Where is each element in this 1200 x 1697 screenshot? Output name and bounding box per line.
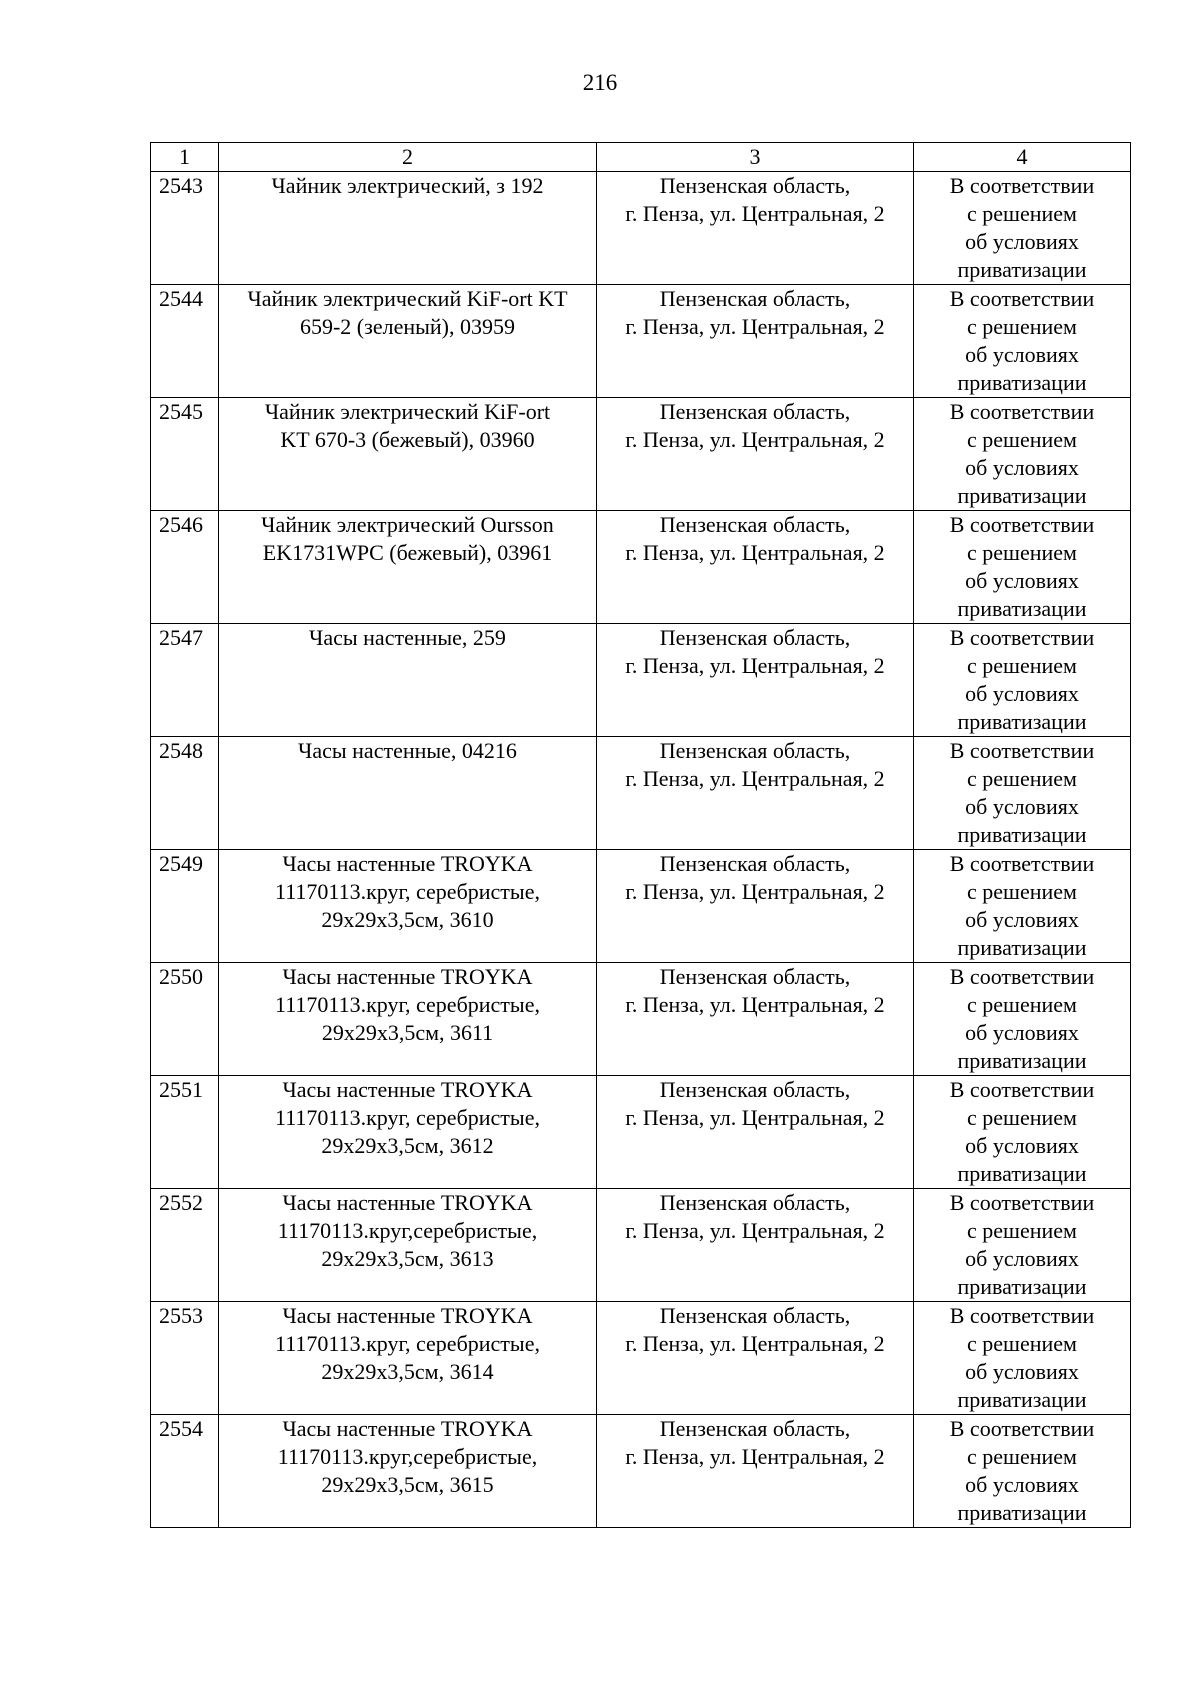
basis-line: В соответствии bbox=[949, 1190, 1095, 1215]
header-cell-2: 2 bbox=[219, 143, 597, 172]
item-name-line: EK1731WPC (бежевый), 03961 bbox=[262, 540, 553, 565]
address-line: г. Пенза, ул. Центральная, 2 bbox=[625, 314, 885, 339]
item-name-line: Часы настенные TROYKA bbox=[282, 1416, 533, 1441]
basis-line: приватизации bbox=[957, 1048, 1087, 1073]
basis-line: об условиях bbox=[965, 681, 1079, 706]
row-number-cell bbox=[151, 285, 219, 398]
row-number: 2543 bbox=[159, 173, 203, 198]
address-cell bbox=[597, 172, 914, 285]
header-cell-3: 3 bbox=[597, 143, 914, 172]
row-number: 2550 bbox=[159, 964, 203, 989]
item-name-line: 29x29x3,5см, 3611 bbox=[321, 1020, 494, 1045]
basis-line: В соответствии bbox=[949, 964, 1095, 989]
basis-cell bbox=[914, 963, 1131, 1076]
row-number: 2547 bbox=[159, 625, 203, 650]
item-name-cell bbox=[219, 963, 597, 1076]
item-name-line: 11170113.круг, серебристые, bbox=[275, 879, 540, 904]
address-line: Пензенская область, bbox=[659, 1190, 851, 1215]
address-line: Пензенская область, bbox=[659, 512, 851, 537]
address-line: г. Пенза, ул. Центральная, 2 bbox=[625, 201, 885, 226]
item-name-line: Часы настенные TROYKA bbox=[282, 851, 533, 876]
basis-line: В соответствии bbox=[949, 1303, 1095, 1328]
table-row bbox=[151, 1076, 1131, 1189]
basis-line: с решением bbox=[967, 992, 1077, 1017]
row-number: 2549 bbox=[159, 851, 203, 876]
table-row bbox=[151, 398, 1131, 511]
table-row bbox=[151, 624, 1131, 737]
row-number-cell bbox=[151, 1189, 219, 1302]
address-line: Пензенская область, bbox=[659, 964, 851, 989]
basis-line: с решением bbox=[967, 540, 1077, 565]
basis-line: об условиях bbox=[965, 794, 1079, 819]
address-cell bbox=[597, 737, 914, 850]
row-number: 2552 bbox=[159, 1190, 203, 1215]
address-line: г. Пенза, ул. Центральная, 2 bbox=[625, 992, 885, 1017]
basis-line: об условиях bbox=[965, 1246, 1079, 1271]
item-name-line: Чайник электрический KiF-ort bbox=[264, 399, 551, 424]
address-line: г. Пенза, ул. Центральная, 2 bbox=[625, 879, 885, 904]
table-row bbox=[151, 737, 1131, 850]
basis-line: с решением bbox=[967, 766, 1077, 791]
row-number-cell bbox=[151, 511, 219, 624]
address-cell bbox=[597, 285, 914, 398]
address-cell bbox=[597, 1189, 914, 1302]
basis-line: с решением bbox=[967, 1105, 1077, 1130]
basis-cell bbox=[914, 1415, 1131, 1528]
item-name-line: 659-2 (зеленый), 03959 bbox=[299, 314, 515, 339]
address-line: Пензенская область, bbox=[659, 173, 851, 198]
row-number: 2548 bbox=[159, 738, 203, 763]
address-cell bbox=[597, 850, 914, 963]
basis-line: В соответствии bbox=[949, 625, 1095, 650]
row-number: 2553 bbox=[159, 1303, 203, 1328]
item-name-cell bbox=[219, 850, 597, 963]
basis-line: В соответствии bbox=[949, 286, 1095, 311]
row-number-cell bbox=[151, 1076, 219, 1189]
basis-line: с решением bbox=[967, 879, 1077, 904]
item-name-line: Часы настенные, 259 bbox=[309, 625, 506, 650]
item-name-line: Часы настенные TROYKA bbox=[282, 964, 533, 989]
basis-line: приватизации bbox=[957, 257, 1087, 282]
item-name-line: 11170113.круг, серебристые, bbox=[275, 1105, 540, 1130]
item-name-line: 29x29x3,5см, 3610 bbox=[321, 907, 494, 932]
table-header-row bbox=[151, 143, 1131, 172]
address-line: г. Пенза, ул. Центральная, 2 bbox=[625, 1444, 885, 1469]
row-number: 2544 bbox=[159, 286, 203, 311]
item-name-line: Часы настенные, 04216 bbox=[298, 738, 517, 763]
item-name-line: 11170113.круг, серебристые, bbox=[275, 1331, 540, 1356]
item-name-line: 11170113.круг, серебристые, bbox=[275, 992, 540, 1017]
item-name-cell bbox=[219, 624, 597, 737]
address-cell bbox=[597, 511, 914, 624]
basis-line: В соответствии bbox=[949, 1077, 1095, 1102]
item-name-line: 29x29x3,5см, 3613 bbox=[321, 1246, 494, 1271]
item-name-line: Чайник электрический, з 192 bbox=[271, 173, 544, 198]
item-name-line: 29x29x3,5см, 3612 bbox=[321, 1133, 494, 1158]
basis-line: В соответствии bbox=[949, 1416, 1095, 1441]
row-number-cell bbox=[151, 398, 219, 511]
address-line: г. Пенза, ул. Центральная, 2 bbox=[625, 427, 885, 452]
basis-line: с решением bbox=[967, 427, 1077, 452]
table-body bbox=[151, 143, 1131, 1528]
property-table bbox=[150, 142, 1131, 1528]
basis-line: об условиях bbox=[965, 1020, 1079, 1045]
table-row bbox=[151, 172, 1131, 285]
address-line: г. Пенза, ул. Центральная, 2 bbox=[625, 540, 885, 565]
basis-line: об условиях bbox=[965, 342, 1079, 367]
basis-cell bbox=[914, 737, 1131, 850]
basis-cell bbox=[914, 285, 1131, 398]
basis-line: приватизации bbox=[957, 483, 1087, 508]
item-name-cell bbox=[219, 398, 597, 511]
basis-line: об условиях bbox=[965, 229, 1079, 254]
basis-line: В соответствии bbox=[949, 399, 1095, 424]
address-line: Пензенская область, bbox=[659, 286, 851, 311]
basis-line: с решением bbox=[967, 314, 1077, 339]
address-cell bbox=[597, 1415, 914, 1528]
row-number-cell bbox=[151, 1302, 219, 1415]
table-row bbox=[151, 511, 1131, 624]
item-name-cell bbox=[219, 1189, 597, 1302]
basis-line: приватизации bbox=[957, 709, 1087, 734]
basis-line: с решением bbox=[967, 201, 1077, 226]
item-name-line: KT 670-3 (бежевый), 03960 bbox=[280, 427, 535, 452]
table-row bbox=[151, 1415, 1131, 1528]
basis-line: В соответствии bbox=[949, 173, 1095, 198]
address-line: Пензенская область, bbox=[659, 399, 851, 424]
address-line: г. Пенза, ул. Центральная, 2 bbox=[625, 766, 885, 791]
page-number: 216 bbox=[582, 70, 618, 95]
row-number-cell bbox=[151, 1415, 219, 1528]
basis-line: об условиях bbox=[965, 1472, 1079, 1497]
address-line: Пензенская область, bbox=[659, 1077, 851, 1102]
row-number: 2551 bbox=[159, 1077, 203, 1102]
basis-line: приватизации bbox=[957, 822, 1087, 847]
basis-cell bbox=[914, 172, 1131, 285]
basis-cell bbox=[914, 1076, 1131, 1189]
item-name-line: 11170113.круг,серебристые, bbox=[277, 1218, 538, 1243]
basis-line: об условиях bbox=[965, 455, 1079, 480]
basis-line: с решением bbox=[967, 1444, 1077, 1469]
basis-line: В соответствии bbox=[949, 512, 1095, 537]
address-line: Пензенская область, bbox=[659, 625, 851, 650]
table-row bbox=[151, 1189, 1131, 1302]
item-name-line: 29x29x3,5см, 3615 bbox=[321, 1472, 494, 1497]
item-name-line: Часы настенные TROYKA bbox=[282, 1190, 533, 1215]
item-name-line: Чайник электрический Oursson bbox=[261, 512, 554, 537]
address-line: г. Пенза, ул. Центральная, 2 bbox=[625, 1218, 885, 1243]
item-name-line: 11170113.круг,серебристые, bbox=[277, 1444, 538, 1469]
item-name-cell bbox=[219, 511, 597, 624]
address-line: Пензенская область, bbox=[659, 1303, 851, 1328]
table-row bbox=[151, 1302, 1131, 1415]
address-line: Пензенская область, bbox=[659, 738, 851, 763]
item-name-cell bbox=[219, 285, 597, 398]
basis-line: об условиях bbox=[965, 568, 1079, 593]
item-name-line: 29x29x3,5см, 3614 bbox=[321, 1359, 494, 1384]
basis-line: об условиях bbox=[965, 1359, 1079, 1384]
table-row bbox=[151, 285, 1131, 398]
basis-cell bbox=[914, 511, 1131, 624]
row-number: 2545 bbox=[159, 399, 203, 424]
address-cell bbox=[597, 398, 914, 511]
address-line: Пензенская область, bbox=[659, 851, 851, 876]
basis-line: об условиях bbox=[965, 1133, 1079, 1158]
row-number-cell bbox=[151, 172, 219, 285]
item-name-line: Чайник электрический KiF-ort KT bbox=[247, 286, 568, 311]
basis-cell bbox=[914, 850, 1131, 963]
basis-line: приватизации bbox=[957, 370, 1087, 395]
address-line: г. Пенза, ул. Центральная, 2 bbox=[625, 1105, 885, 1130]
basis-line: приватизации bbox=[957, 1274, 1087, 1299]
item-name-line: Часы настенные TROYKA bbox=[282, 1303, 533, 1328]
address-cell bbox=[597, 963, 914, 1076]
basis-line: приватизации bbox=[957, 1387, 1087, 1412]
basis-cell bbox=[914, 1302, 1131, 1415]
address-cell bbox=[597, 1076, 914, 1189]
item-name-line: Часы настенные TROYKA bbox=[282, 1077, 533, 1102]
address-cell bbox=[597, 624, 914, 737]
basis-line: приватизации bbox=[957, 1161, 1087, 1186]
row-number: 2546 bbox=[159, 512, 203, 537]
row-number-cell bbox=[151, 737, 219, 850]
header-cell-4: 4 bbox=[914, 143, 1131, 172]
item-name-cell bbox=[219, 1076, 597, 1189]
item-name-cell bbox=[219, 737, 597, 850]
item-name-cell bbox=[219, 1415, 597, 1528]
row-number-cell bbox=[151, 850, 219, 963]
basis-line: приватизации bbox=[957, 1500, 1087, 1525]
address-line: г. Пенза, ул. Центральная, 2 bbox=[625, 653, 885, 678]
item-name-cell bbox=[219, 172, 597, 285]
address-line: г. Пенза, ул. Центральная, 2 bbox=[625, 1331, 885, 1356]
address-line: Пензенская область, bbox=[659, 1416, 851, 1441]
basis-line: с решением bbox=[967, 653, 1077, 678]
address-cell bbox=[597, 1302, 914, 1415]
basis-cell bbox=[914, 1189, 1131, 1302]
header-cell-1: 1 bbox=[151, 143, 219, 172]
basis-cell bbox=[914, 624, 1131, 737]
basis-line: приватизации bbox=[957, 935, 1087, 960]
basis-cell bbox=[914, 398, 1131, 511]
item-name-cell bbox=[219, 1302, 597, 1415]
table-row bbox=[151, 850, 1131, 963]
basis-line: В соответствии bbox=[949, 738, 1095, 763]
row-number-cell bbox=[151, 624, 219, 737]
table-row bbox=[151, 963, 1131, 1076]
basis-line: об условиях bbox=[965, 907, 1079, 932]
basis-line: с решением bbox=[967, 1218, 1077, 1243]
basis-line: В соответствии bbox=[949, 851, 1095, 876]
row-number-cell bbox=[151, 963, 219, 1076]
basis-line: с решением bbox=[967, 1331, 1077, 1356]
row-number: 2554 bbox=[159, 1416, 203, 1441]
basis-line: приватизации bbox=[957, 596, 1087, 621]
